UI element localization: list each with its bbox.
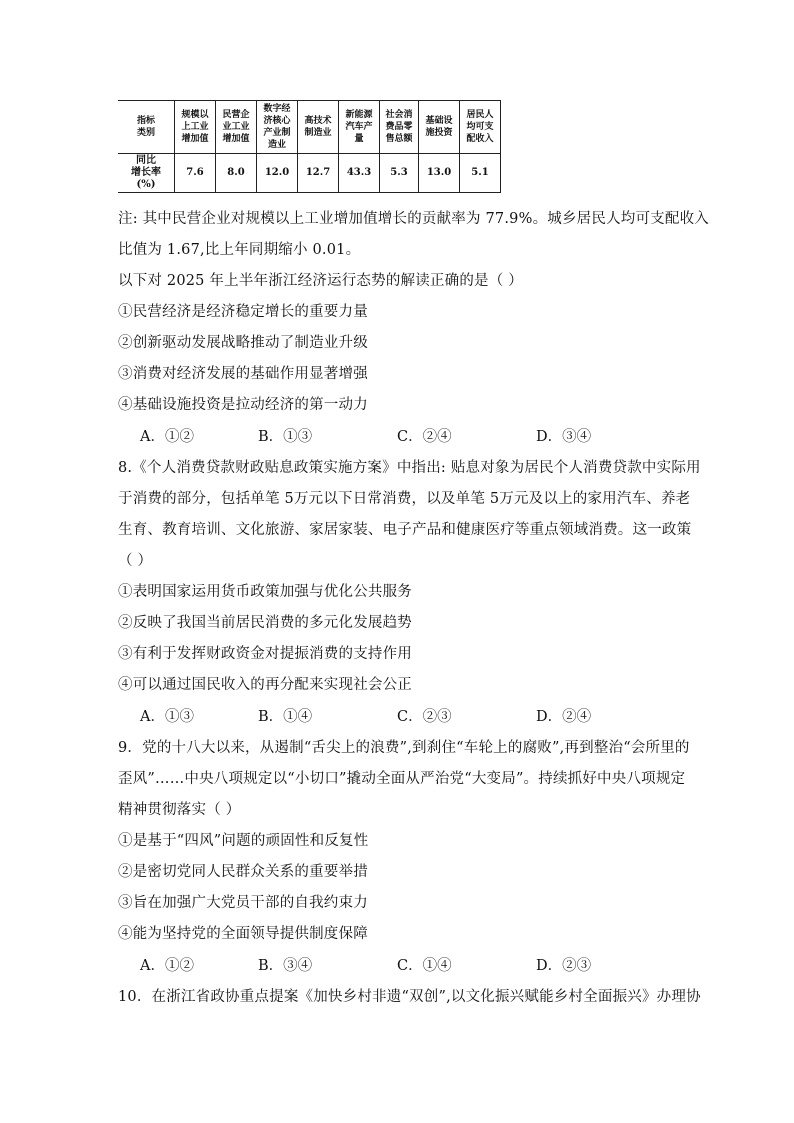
option-d[interactable]: D．③④ [536,429,592,445]
question-9-stem: 9．党的十八大以来，从遏制“舌尖上的浪费”,到刹住“车轮上的腐败”,再到整治“会所里的 [118,740,690,756]
question-7-statement: ②创新驱动发展战略推动了制造业升级 [118,335,368,351]
table-cell: 7.6 [175,154,216,193]
question-8-statement: ②反映了我国当前居民消费的多元化发展趋势 [118,615,412,631]
question-7-stem: 以下对 2025 年上半年浙江经济运行态势的解读正确的是（ ） [118,273,523,289]
question-9-statement: ①是基于“四风”问题的顽固性和反复性 [118,833,369,849]
question-7-statement: ③消费对经济发展的基础作用显著增强 [118,366,368,382]
option-b[interactable]: B．③④ [258,958,313,974]
option-c[interactable]: C．②③ [397,709,452,725]
question-8-stem: （ ） [118,553,153,569]
option-a[interactable]: A．①③ [140,709,194,725]
question-10-stem: 10．在浙江省政协重点提案《加快乡村非遗“双创”,以文化振兴赋能乡村全面振兴》办理协 [118,989,701,1005]
table-cell: 12.7 [298,154,339,193]
question-9-statement: ②是密切党同人民群众关系的重要举措 [118,864,368,880]
table-header-cell: 新能源 汽车产 量 [339,101,380,154]
option-a[interactable]: A．①② [140,429,194,445]
table-header-cell: 数字经 济核心 产业制 造业 [257,101,298,154]
statistics-table [118,100,501,193]
table-header-cell: 民营企 业工业 增加值 [216,101,257,154]
table-header-cell: 高技术 制造业 [298,101,339,154]
table-note: 注: 其中民营企业对规模以上工业增加值增长的贡献率为 77.9%。城乡居民人均可支配收入 [118,211,709,227]
option-b[interactable]: B．①④ [258,709,313,725]
table-header-row [118,101,501,154]
option-a[interactable]: A．①② [140,958,194,974]
table-cell: 5.1 [460,154,501,193]
question-8-stem: 于消费的部分，包括单笔 5万元以下日常消费，以及单笔 5万元及以上的家用汽车、养老 [118,491,691,507]
table-cell: 12.0 [257,154,298,193]
table-cell: 5.3 [380,154,419,193]
question-7-statement: ①民营经济是经济稳定增长的重要力量 [118,304,368,320]
option-b[interactable]: B．①③ [258,429,313,445]
table-row [118,154,501,193]
table-header-cell: 基础设 施投资 [419,101,460,154]
table-cell: 8.0 [216,154,257,193]
table-cell: 43.3 [339,154,380,193]
option-c[interactable]: C．②④ [397,429,452,445]
option-c[interactable]: C．①④ [397,958,452,974]
option-d[interactable]: D．②④ [536,709,592,725]
question-7-statement: ④基础设施投资是拉动经济的第一动力 [118,397,368,413]
table-note: 比值为 1.67,比上年同期缩小 0.01。 [118,242,361,258]
question-8-statement: ①表明国家运用货币政策加强与优化公共服务 [118,584,412,600]
table-header-cell: 规模以 上工业 增加值 [175,101,216,154]
question-9-statement: ④能为坚持党的全面领导提供制度保障 [118,926,368,942]
question-8-stem: 生育、教育培训、文化旅游、家居家装、电子产品和健康医疗等重点领域消费。这一政策 [118,522,692,538]
question-8-statement: ④可以通过国民收入的再分配来实现社会公正 [118,677,412,693]
table-header-cell: 指标 类别 [118,101,175,154]
option-d[interactable]: D．②③ [536,958,592,974]
question-9-statement: ③旨在加强广大党员干部的自我约束力 [118,895,368,911]
table-cell: 13.0 [419,154,460,193]
question-9-stem: 歪风”……中央八项规定以“小切口”撬动全面从严治党“大变局”。持续抓好中央八项规定 [118,771,686,787]
table-row-label: 同比 增长率 (%) [118,154,175,193]
question-8-statement: ③有利于发挥财政资金对提振消费的支持作用 [118,646,412,662]
table-header-cell: 社会消 费品零 售总额 [380,101,419,154]
question-8-stem: 8.《个人消费贷款财政贴息政策实施方案》中指出: 贴息对象为居民个人消费贷款中实际用 [118,460,701,476]
table-header-cell: 居民人 均可支 配收入 [460,101,501,154]
question-9-stem: 精神贯彻落实（ ） [118,802,241,818]
